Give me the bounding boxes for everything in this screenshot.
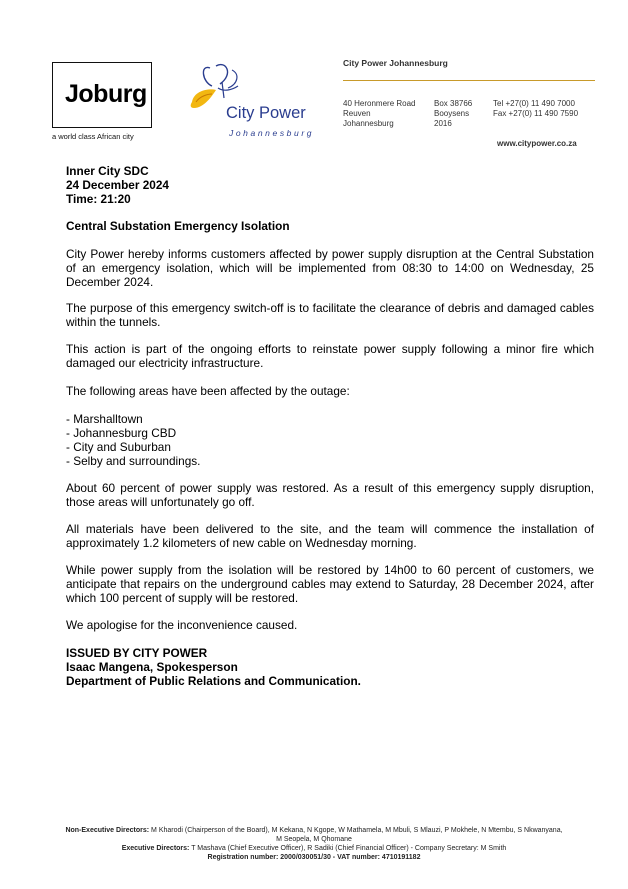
footer-names: M Kharodi (Chairperson of the Board), M Kekana, N Kgope, W Mathamela, M Mbuli, S Mlauzi, P Mokhele, N Mtembu, S Nkwanyana, bbox=[149, 827, 563, 834]
list-item: - Johannesburg CBD bbox=[66, 426, 177, 440]
list-item: - City and Suburban bbox=[66, 440, 171, 454]
spokesperson: Isaac Mangena, Spokesperson bbox=[66, 660, 238, 674]
paragraph: About 60 percent of power supply was restored. As a result of this emergency supply disruption, those areas will unfortunately go off. bbox=[66, 481, 594, 509]
sdc-label: Inner City SDC bbox=[66, 164, 149, 178]
footer-label: Executive Directors: bbox=[121, 845, 190, 852]
joburg-tagline: a world class African city bbox=[52, 132, 134, 141]
non-executive-directors-cont: M Seopela, M Qhomane bbox=[276, 836, 352, 843]
executive-directors bbox=[0, 844, 628, 853]
paragraph: This action is part of the ongoing efforts to reinstate power supply following a minor fire which damaged our electricity infrastructure. bbox=[66, 342, 594, 370]
postal-line: Box 38766 bbox=[434, 99, 473, 108]
list-item: - Marshalltown bbox=[66, 412, 143, 426]
website: www.citypower.co.za bbox=[497, 139, 577, 148]
postal-address bbox=[434, 99, 472, 129]
joburg-logo bbox=[52, 62, 152, 128]
telephone: Tel +27(0) 11 490 7000 bbox=[493, 99, 575, 108]
release-date: 24 December 2024 bbox=[66, 178, 169, 192]
department: Department of Public Relations and Communication. bbox=[66, 674, 361, 688]
issued-by: ISSUED BY CITY POWER bbox=[66, 646, 208, 660]
paragraph: City Power hereby informs customers affected by power supply disruption at the Central Substation of an emergency isolation, which will be implemented from 08:30 to 14:00 on Wednesday, 25 December 2024. bbox=[66, 247, 594, 289]
paragraph: All materials have been delivered to the site, and the team will commence the installation of approximately 1.2 kilometers of new cable on Wednesday morning. bbox=[66, 522, 594, 550]
paragraph: The following areas have been affected by the outage: bbox=[66, 384, 350, 398]
paragraph: The purpose of this emergency switch-off is to facilitate the clearance of debris and damaged cables within the tunnels. bbox=[66, 301, 594, 329]
address-line: Johannesburg bbox=[343, 119, 394, 128]
fax: Fax +27(0) 11 490 7590 bbox=[493, 109, 579, 118]
address-line: 40 Heronmere Road bbox=[343, 99, 416, 108]
paragraph: While power supply from the isolation will be restored by 14h00 to 60 percent of customers, we anticipate that repairs on the underground cables may extend to Saturday, 28 December 2024, after which 100 percent of supply will be restored. bbox=[66, 563, 594, 605]
registration-info: Registration number: 2000/030051/30 - VAT number: 4710191182 bbox=[207, 854, 421, 861]
city-power-logo-text: City Power bbox=[226, 104, 306, 122]
affected-areas-list bbox=[66, 412, 200, 468]
list-item: - Selby and surroundings. bbox=[66, 454, 201, 468]
footer-label: Non-Executive Directors: bbox=[65, 827, 150, 834]
postal-line: Booysens bbox=[434, 109, 470, 118]
postal-line: 2016 bbox=[434, 119, 452, 128]
address-line: Reuven bbox=[343, 109, 371, 118]
contact-numbers bbox=[493, 99, 578, 119]
street-address bbox=[343, 99, 415, 129]
header-divider bbox=[343, 80, 595, 81]
paragraph: We apologise for the inconvenience caused. bbox=[66, 618, 298, 632]
page-title: Central Substation Emergency Isolation bbox=[66, 219, 290, 233]
joburg-logo-text: Joburg bbox=[65, 80, 147, 108]
non-executive-directors bbox=[0, 826, 628, 835]
footer-names: T Mashava (Chief Executive Officer), R Sadiki (Chief Financial Officer) - Company Secretary: M Smith bbox=[189, 845, 507, 852]
company-name: City Power Johannesburg bbox=[343, 58, 448, 68]
city-power-logo-subtext: Johannesburg bbox=[229, 128, 315, 138]
release-time: Time: 21:20 bbox=[66, 192, 131, 206]
